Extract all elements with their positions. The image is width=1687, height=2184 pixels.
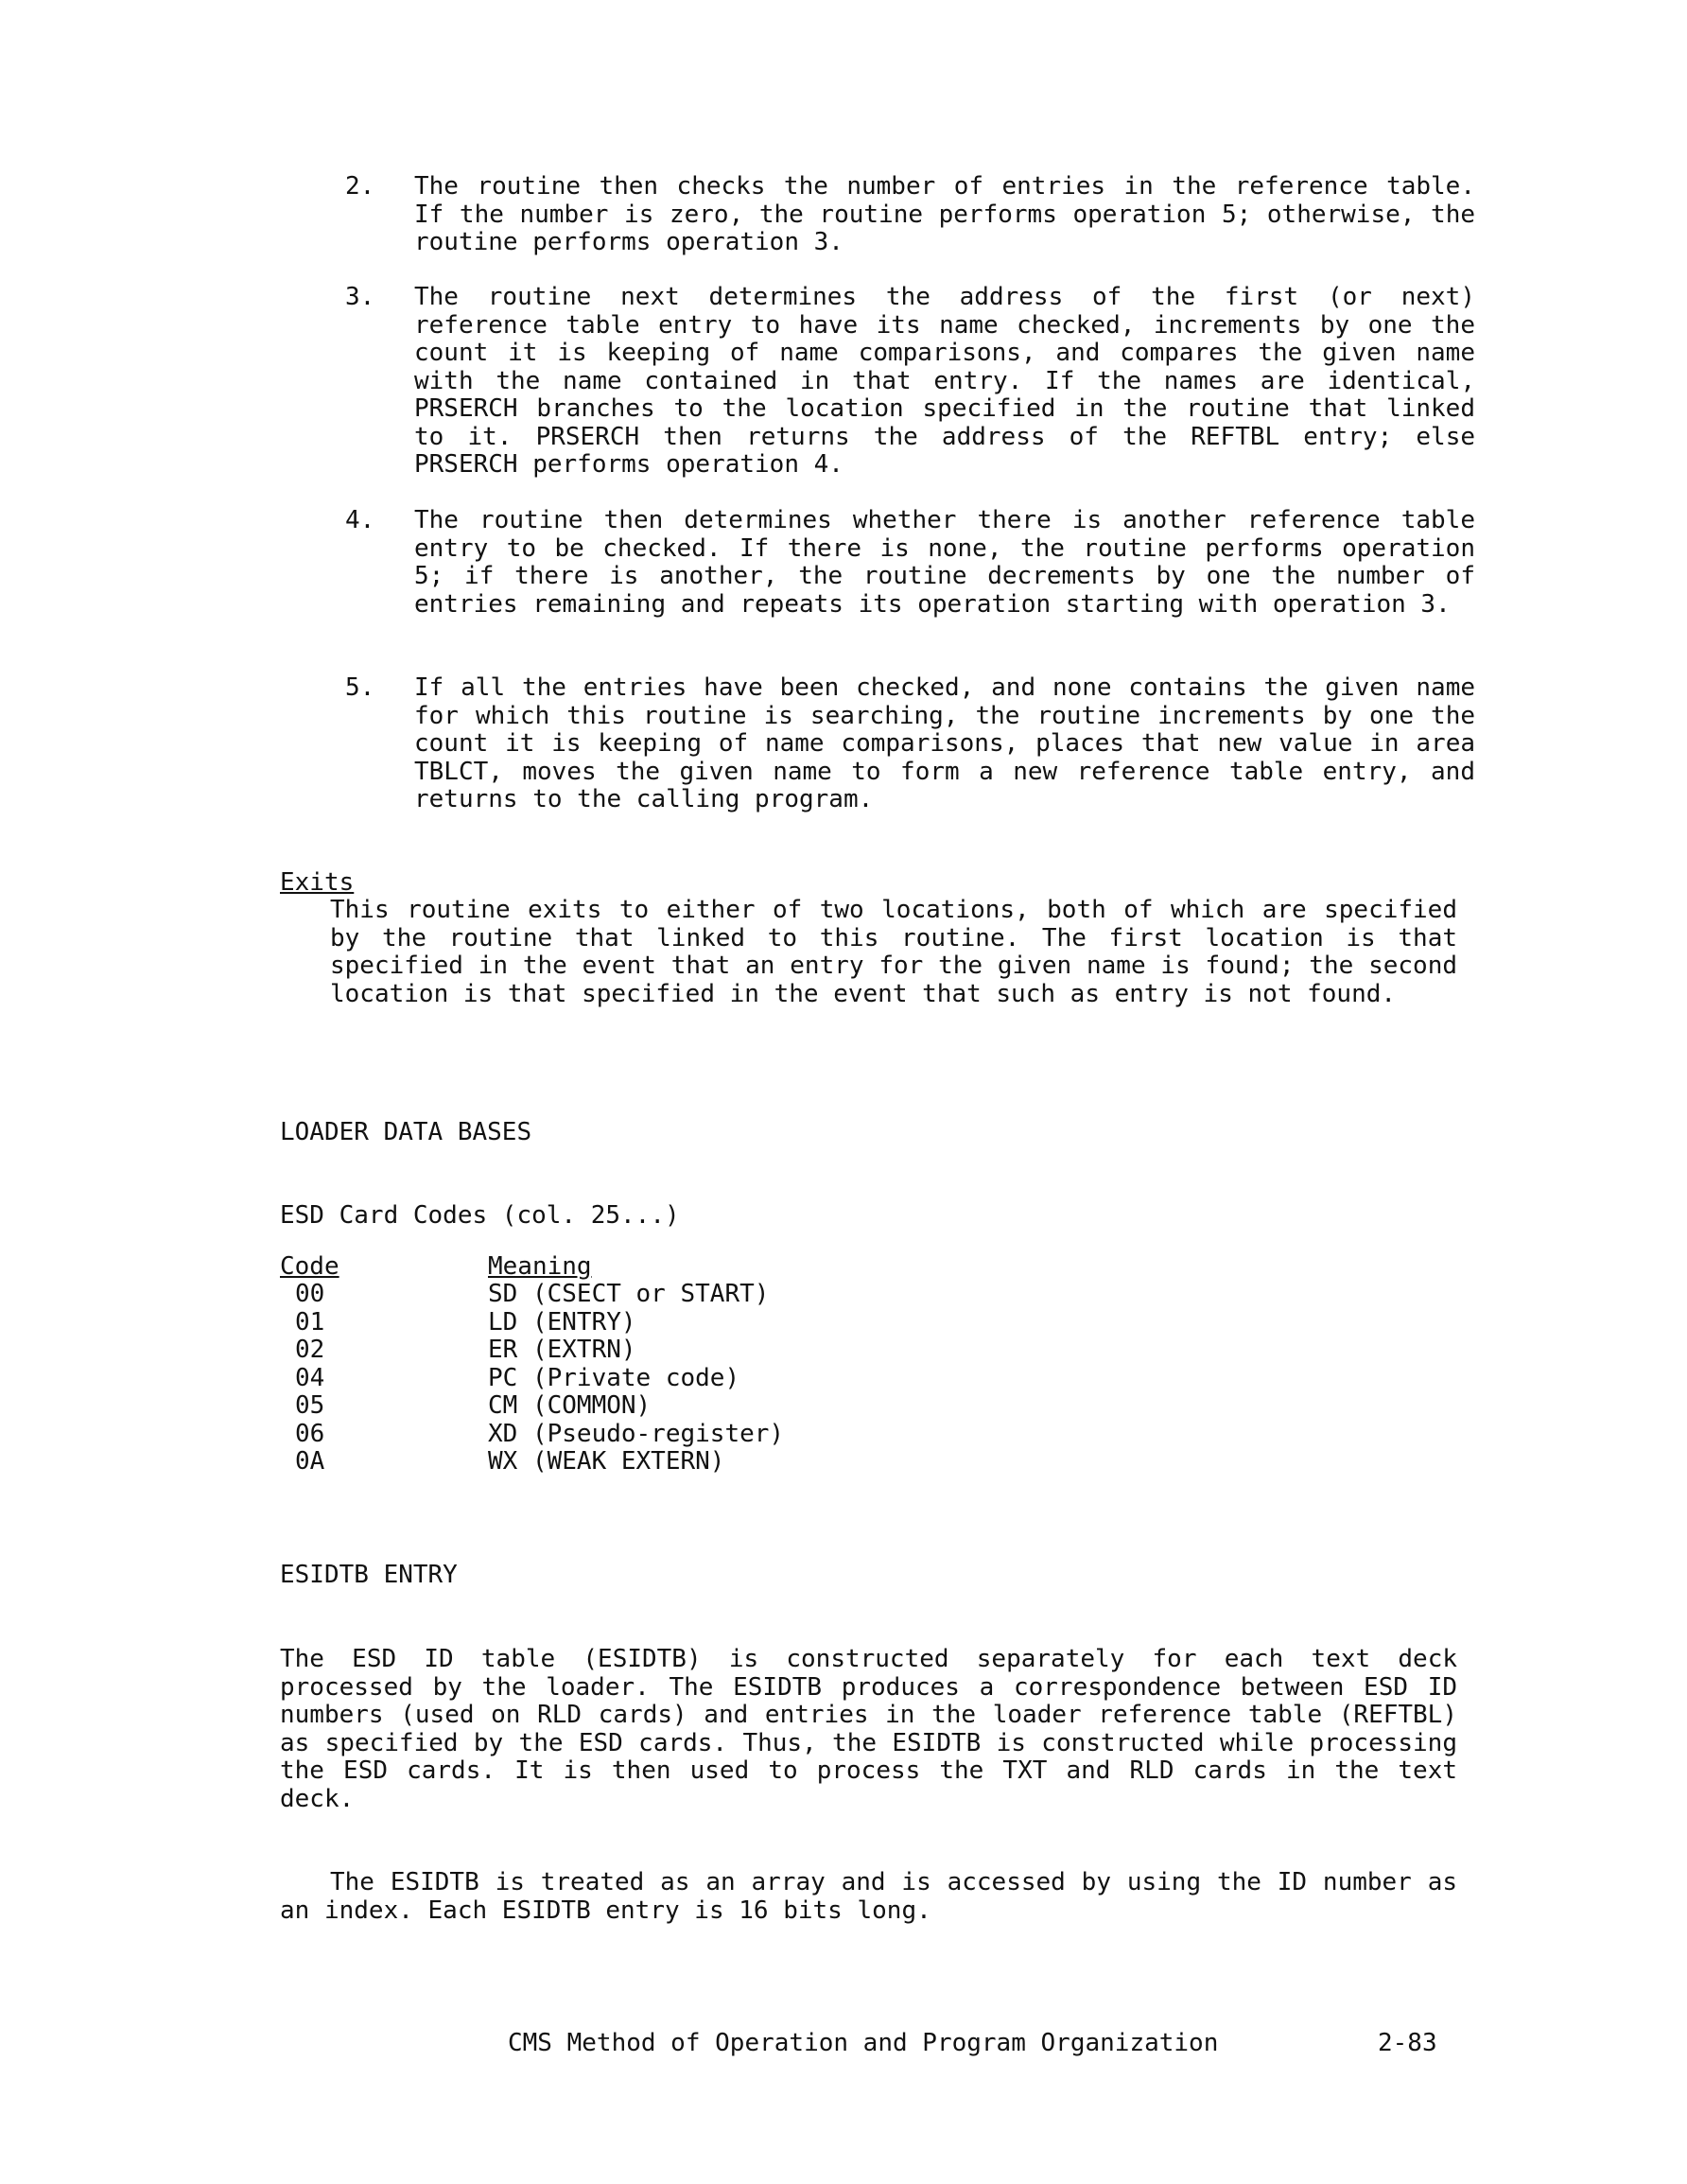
table-row-code: 00 <box>295 1280 325 1308</box>
esd-card-codes-heading: ESD Card Codes (col. 25...) <box>280 1201 680 1230</box>
table-row-code: 05 <box>295 1391 325 1420</box>
table-row-meaning: XD (Pseudo-register) <box>488 1420 785 1448</box>
table-row-meaning: PC (Private code) <box>488 1364 740 1392</box>
table-row-meaning: ER (EXTRN) <box>488 1336 636 1364</box>
step-number: 5. <box>345 673 375 702</box>
esidtb-paragraph-2: The ESIDTB is treated as an array and is accessed by using the ID number as an index. Each ESIDTB entry is 16 bits long. <box>280 1868 1457 1925</box>
step-number: 4. <box>345 506 375 534</box>
table-row-meaning: LD (ENTRY) <box>488 1308 636 1337</box>
step-number: 2. <box>345 172 375 201</box>
step-text: The routine then determines whether there is another reference table entry to be checked. If there is none, the routine performs operation 5; if there is another, the routine decrements by one the number of entries remaining and repeats its operation starting with operation 3. <box>414 506 1475 619</box>
step-3 <box>345 284 1475 480</box>
esidtb-heading: ESIDTB ENTRY <box>280 1561 458 1589</box>
meaning-column-header: Meaning <box>488 1252 592 1281</box>
table-row-code: 01 <box>295 1308 325 1337</box>
step-4 <box>345 507 1475 619</box>
step-number: 3. <box>345 283 375 311</box>
table-row-code: 0A <box>295 1447 325 1476</box>
footer-page-number: 2-83 <box>1378 2029 1437 2057</box>
table-row-code: 02 <box>295 1336 325 1364</box>
exits-heading: Exits <box>280 868 355 897</box>
exits-text: This routine exits to either of two locations, both of which are specified by the routine that linked to this routine. The first location is that specified in the event that an entry for the given name is found; the second location is that specified in the event that such as entry is not found. <box>330 896 1457 1008</box>
step-5 <box>345 674 1475 814</box>
section-heading-loader-data-bases: LOADER DATA BASES <box>280 1118 532 1146</box>
step-text: The routine then checks the number of entries in the reference table. If the number is zero, the routine performs operation 5; otherwise, the routine performs operation 3. <box>414 172 1475 256</box>
table-row-meaning: WX (WEAK EXTERN) <box>488 1447 725 1476</box>
table-row-code: 04 <box>295 1364 325 1392</box>
step-text: If all the entries have been checked, and none contains the given name for which this routine is searching, the routine increments by one the count it is keeping of name comparisons, places that new value in area TBLCT, moves the given name to form a new reference table entry, and returns to the calling program. <box>414 673 1475 813</box>
code-column-header: Code <box>280 1252 339 1281</box>
table-row-meaning: SD (CSECT or START) <box>488 1280 770 1308</box>
table-row-code: 06 <box>295 1420 325 1448</box>
step-2 <box>345 173 1475 257</box>
footer-title: CMS Method of Operation and Program Organization <box>508 2029 1219 2057</box>
table-row-meaning: CM (COMMON) <box>488 1391 652 1420</box>
esidtb-paragraph-1: The ESD ID table (ESIDTB) is constructed separately for each text deck processed by the loader. The ESIDTB produces a correspondence between ESD ID numbers (used on RLD cards) and entries in the loader reference table (REFTBL) as specified by the ESD cards. Thus, the ESIDTB is constructed while processing the ESD cards. It is then used to process the TXT and RLD cards in the text deck. <box>280 1645 1457 1813</box>
step-text: The routine next determines the address of the first (or next) reference table entry to have its name checked, increments by one the count it is keeping of name comparisons, and compares the given name with the name contained in that entry. If the names are identical, PRSERCH branches to the location specified in the routine that linked to it. PRSERCH then returns the address of the REFTBL entry; else PRSERCH performs operation 4. <box>414 283 1475 479</box>
